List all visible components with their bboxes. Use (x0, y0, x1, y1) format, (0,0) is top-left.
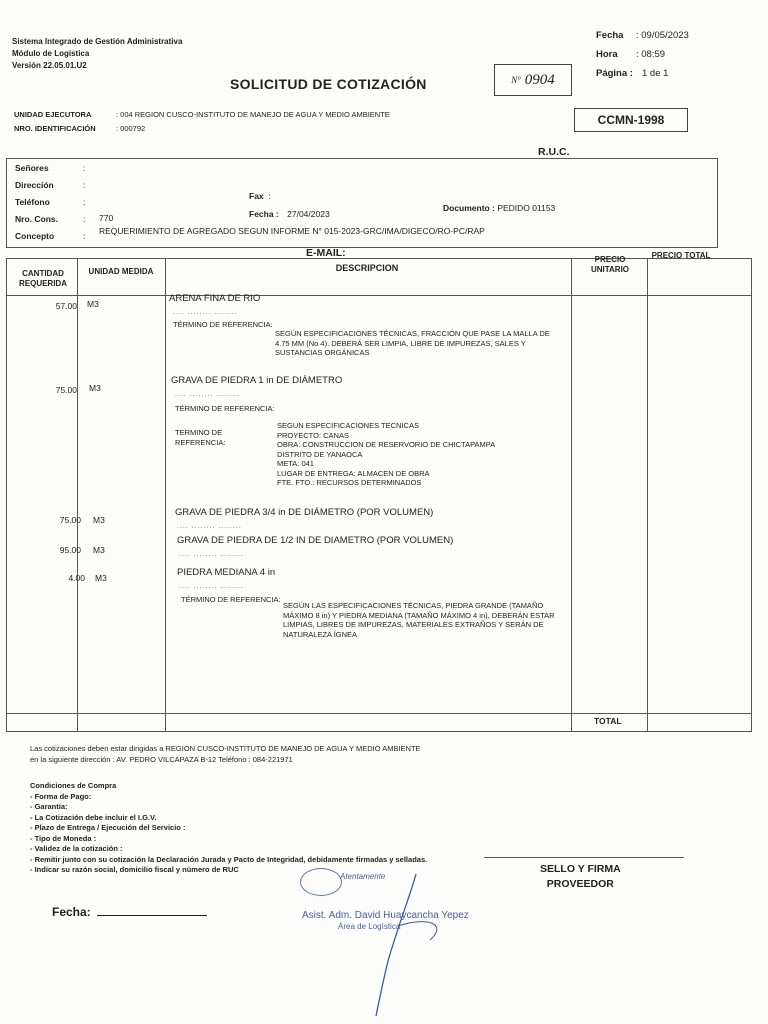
item-unit: M3 (93, 515, 105, 525)
item-desc: GRAVA DE PIEDRA DE 1/2 IN DE DIAMETRO (POR VOLUMEN) (177, 535, 454, 546)
conditions (30, 781, 427, 876)
concepto-value: REQUERIMIENTO DE AGREGADO SEGUN INFORME N° 015-2023-GRC/IMA/DIGECO/RO-PC/RAP (99, 226, 485, 236)
condition-item: - Tipo de Moneda : (30, 833, 97, 843)
footer-line1: Las cotizaciones deben estar dirigidas a REGION CUSCO-INSTITUTO DE MANEJO DE AGUA Y MEDIO AMBIENTE (30, 744, 421, 753)
ejecutora-label: UNIDAD EJECUTORA (14, 110, 92, 119)
signature-stroke-icon (298, 866, 478, 1016)
fax-label: Fax : (249, 191, 271, 201)
hora-value: : 08:59 (636, 49, 666, 60)
item-qty: 75.00 (59, 515, 81, 525)
condition-item: - Remitir junto con su cotización la Declaración Jurada y Pacto de Integridad, debidamente firmadas y selladas. (30, 854, 428, 864)
system-info (12, 36, 182, 72)
identificacion-label: NRO. IDENTIFICACIÓN (14, 124, 96, 133)
fecha-label: Fecha (596, 30, 624, 41)
col-precio-total: PRECIO TOTAL (651, 251, 711, 260)
senores-label: Señores (15, 163, 49, 173)
fecha-signature (52, 905, 207, 919)
fecha-field: Fecha : 27/04/2023 (249, 209, 330, 219)
system-name: Sistema Integrado de Gestión Administrativa (12, 37, 183, 46)
condition-item: - Validez de la cotización : (30, 844, 123, 853)
item-spec: SEGÚN ESPECIFICACIONES TÉCNICAS, FRACCIÓN QUE PASE LA MALLA DE 4.75 MM (No 4). DEBERÁ SER LIMPIA, LIBRE DE IMPUREZAS, SALES Y SUSTANCIAS ORGÁNICAS (275, 329, 550, 357)
print-meta (596, 26, 689, 83)
termino-label: TÉRMINO DE REFERENCIA: (173, 320, 273, 329)
item-desc: PIEDRA MEDIANA 4 in (177, 567, 276, 578)
item-unit: M3 (93, 545, 105, 555)
termino-label: TÉRMINO DE REFERENCIA: (175, 404, 275, 413)
termino-label-side: TERMINO DE REFERENCIA: (175, 428, 226, 447)
termino-label: TÉRMINO DE REFERENCIA: (181, 595, 281, 604)
concepto-label: Concepto (15, 231, 55, 241)
fecha-value: : 09/05/2023 (636, 30, 689, 41)
unidad-info (14, 108, 390, 136)
condition-item: - Plazo de Entrega / Ejecución del Servicio : (30, 823, 186, 832)
sello-firma: SELLO Y FIRMA PROVEEDOR (540, 863, 621, 890)
hora-label: Hora (596, 49, 618, 60)
item-desc: ARENA FINA DE RIO (169, 293, 261, 304)
email-label: E-MAIL: (306, 247, 346, 259)
item-qty: 95.00 (59, 545, 81, 555)
document-number: 0904 (524, 71, 555, 88)
number-prefix: N° (511, 75, 521, 85)
item-unit: M3 (95, 573, 107, 583)
condition-item: - La Cotización debe incluir el I.G.V. (30, 812, 157, 822)
item-desc: GRAVA DE PIEDRA 1 in DE DIÁMETRO (171, 375, 343, 386)
item-spec-list: SEGUN ESPECIFICACIONES TECNICAS PROYECTO: CANAS OBRA: CONSTRUCCION DE RESERVORIO DE CHICTAPAMPA DISTRITO DE YANAOCA META: 041 LUGAR DE ENTREGA: ALMACEN DE OBRA FTE. FTO.: RECURSOS DETERMINADOS (277, 421, 496, 487)
telefono-label: Teléfono (15, 197, 50, 207)
nro-cons-value: 770 (99, 213, 114, 223)
module-name: Módulo de Logística (12, 49, 90, 58)
official-stamp (298, 866, 478, 946)
col-descripcion: DESCRIPCION (335, 263, 399, 273)
stamp-text-1: Atentamente (340, 872, 386, 881)
version: Versión 22.05.01.U2 (12, 61, 87, 70)
document-number-box (494, 64, 572, 96)
item-qty: 75.00 (55, 385, 77, 395)
pagina-label: Página : (596, 68, 633, 79)
footer-line2: en la siguiente dirección : AV. PEDRO VILCAPAZA B-12 Teléfono : 084-221971 (30, 755, 293, 764)
col-precio-unitario: PRECIO UNITARIO (590, 255, 630, 274)
item-unit: M3 (87, 299, 99, 309)
identificacion-value: : 000792 (116, 124, 146, 133)
stamp-text-2: Asist. Adm. David Huaycancha Yepez (302, 910, 469, 921)
ccmn-code: CCMN-1998 (574, 108, 688, 132)
total-label: TOTAL (594, 716, 622, 726)
item-unit: M3 (89, 383, 101, 393)
signature-line (484, 857, 684, 858)
condition-item: - Garantía: (30, 802, 68, 811)
documento-field: Documento : PEDIDO 01153 (443, 203, 556, 213)
condition-item: - Forma de Pago: (30, 791, 92, 801)
fecha-bottom-label: Fecha: (52, 905, 91, 919)
item-desc: GRAVA DE PIEDRA 3/4 in DE DIÁMETRO (POR VOLUMEN) (175, 507, 434, 518)
pagina-value: 1 de 1 (642, 68, 669, 79)
condition-item: - Indicar su razón social, domicilio fiscal y número de RUC (30, 865, 239, 874)
conditions-title: Condiciones de Compra (30, 781, 117, 790)
footer-address (30, 743, 421, 765)
direccion-label: Dirección (15, 180, 54, 190)
stamp-text-3: Área de Logística (338, 922, 401, 931)
ejecutora-value: : 004 REGION CUSCO-INSTITUTO DE MANEJO DE AGUA Y MEDIO AMBIENTE (116, 110, 390, 119)
item-qty: 4.00 (68, 573, 85, 583)
ruc-label: R.U.C. (538, 146, 570, 158)
col-cantidad: CANTIDAD REQUERIDA (18, 269, 67, 288)
col-unidad: UNIDAD MEDIDA (88, 267, 154, 276)
page-title: SOLICITUD DE COTIZACIÓN (230, 76, 427, 92)
item-qty: 57.00 (55, 301, 77, 311)
items-table: CANTIDAD REQUERIDA UNIDAD MEDIDA DESCRIPCION PRECIO UNITARIO PRECIO TOTAL 57.00 M3 ARENA FINA DE RIO .... ........ ........ TÉRMINO DE REFERENCIA: SEGÚN ESPECIFICACIONES TÉCNICAS, FRACCIÓN QUE PASE LA MALLA DE 4.75 MM (No 4). DEBERÁ SER LIMPIA, LIBRE DE IMPUREZAS, SALES Y SUSTANCIAS ORGÁNICAS 75.00 M3 GRAVA DE PIEDRA 1 in DE DIÁMETRO .... ........ ........ TÉRMINO DE REFERENCIA: TERMINO DE REFERENCIA: SEGUN ESPECIFICACIONES TECNICAS PROYECTO: CANAS OBRA: CONSTRUCCION DE RESERVORIO DE CHICTAPAMPA DISTRITO DE YANAOCA META: 041 LUGAR DE ENTREGA: ALMACEN DE OBRA FTE. FTO.: RECURSOS DETERMINADOS 75.00 M3 GRAVA DE PIEDRA 3/4 in DE DIÁMETRO (POR VOLUMEN) .... ........ ........ 95.00 M3 GRAVA DE PIEDRA DE 1/2 IN DE DIAMETRO (POR VOLUMEN) .... ........ ........ 4.00 M3 PIEDRA MEDIANA 4 in .... ........ ........ TÉRMINO DE REFERENCIA: SEGÚN LAS ESPECIFICACIONES TÉCNICAS, PIEDRA GRANDE (TAMAÑO MÁXIMO 8 in) Y PIEDRA MEDIANA (TAMAÑO MÁXIMO 4 in), DEBERÁN ESTAR LIMPIAS, LIBRES DE IMPUREZAS, MATERIALES EXTRAÑOS Y SERÁN DE NATURALEZA ÍGNEA (6, 258, 752, 732)
nro-cons-label: Nro. Cons. (15, 214, 58, 224)
supplier-header-box: Señores : Dirección : Teléfono : Nro. Cons. : 770 Concepto : REQUERIMIENTO DE AGREGADO SEGUN INFORME N° 015-2023-GRC/IMA/DIGECO/RO-PC/RAP Fax : Fecha : 27/04/2023 Documento : PEDIDO 01153 (6, 158, 718, 248)
item-spec: SEGÚN LAS ESPECIFICACIONES TÉCNICAS, PIEDRA GRANDE (TAMAÑO MÁXIMO 8 in) Y PIEDRA MEDIANA (TAMAÑO MÁXIMO 4 in), DEBERÁN ESTAR LIMPIAS, LIBRES DE IMPUREZAS, MATERIALES EXTRAÑOS Y SERÁN DE NATURALEZA ÍGNEA (283, 601, 555, 639)
